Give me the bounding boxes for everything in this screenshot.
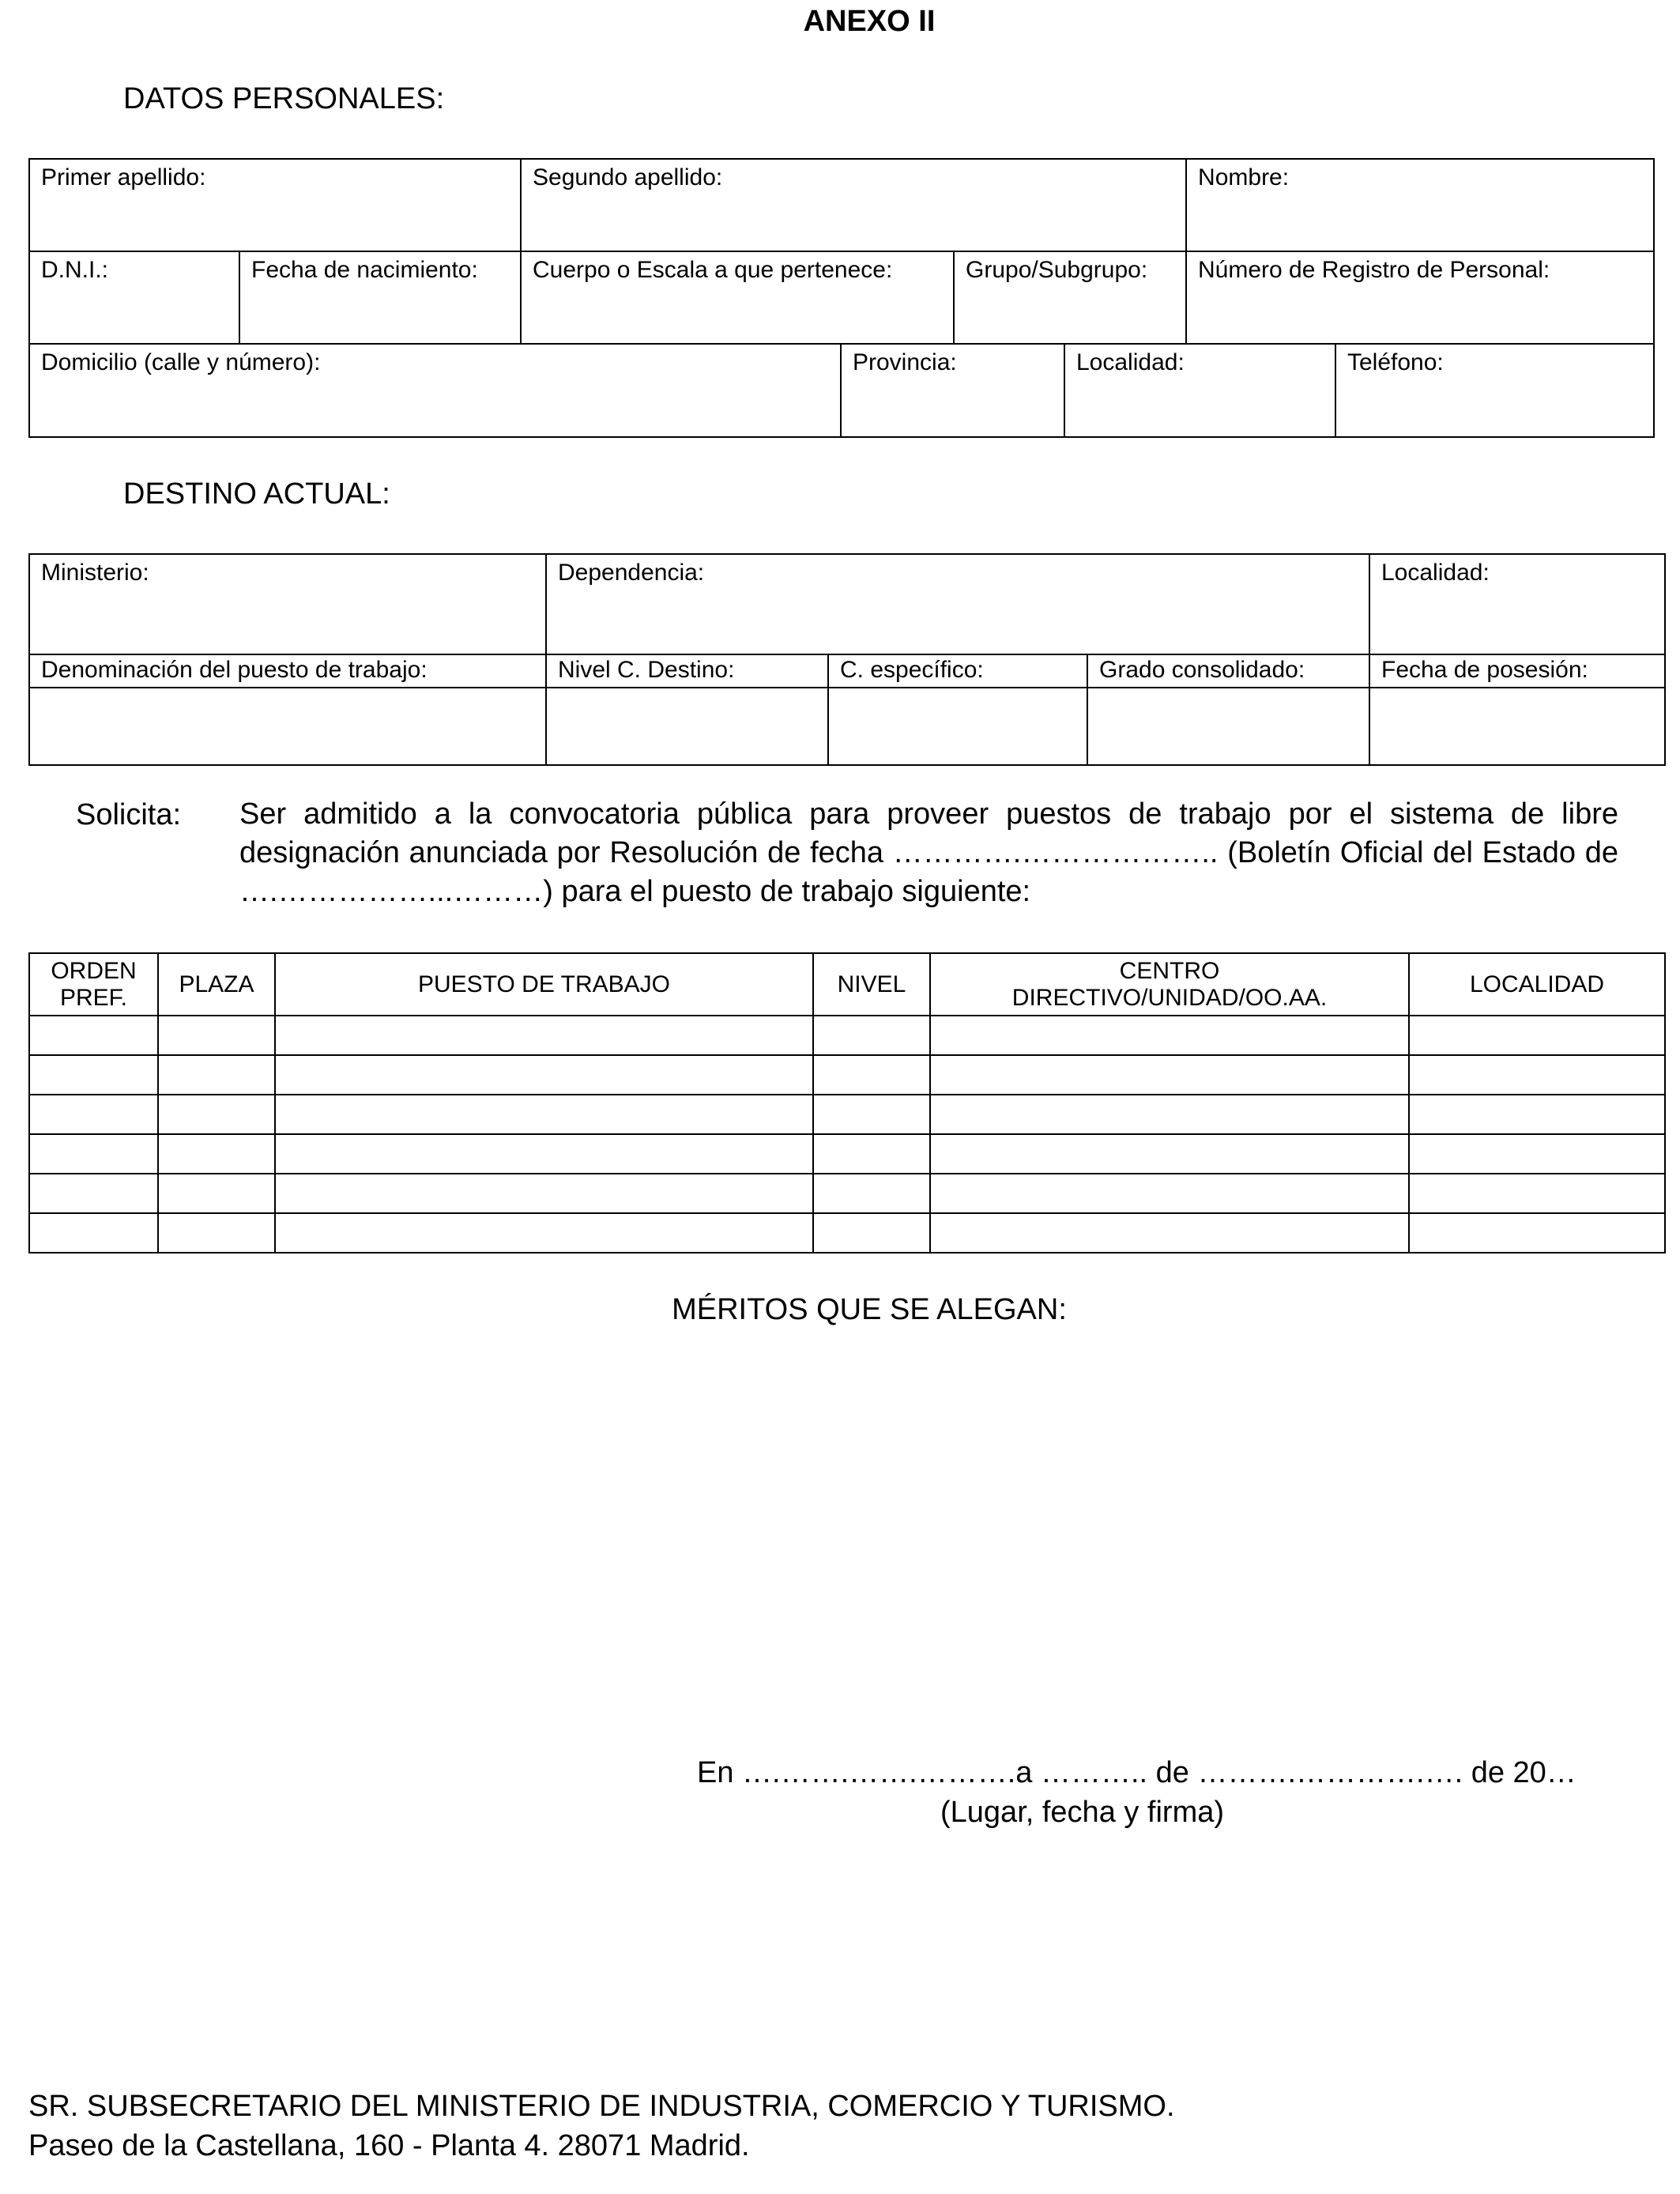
domicilio-field[interactable] <box>29 344 841 437</box>
table-cell[interactable] <box>158 1213 275 1253</box>
nombre-field[interactable] <box>1186 159 1654 251</box>
c-especifico-label: C. específico: <box>840 657 984 683</box>
table-cell[interactable] <box>29 1213 158 1253</box>
puestos-header-row <box>29 953 1665 1016</box>
firma-line: En ….…….…….……….a ……….. de ……….………….…. de 20… <box>697 1756 1576 1789</box>
segundo-apellido-field[interactable] <box>521 159 1186 251</box>
table-cell[interactable] <box>1409 1174 1665 1213</box>
table-cell[interactable] <box>275 1174 813 1213</box>
table-cell[interactable] <box>930 1055 1409 1095</box>
table-row <box>29 1174 1665 1213</box>
table-cell[interactable] <box>275 1095 813 1134</box>
table-cell[interactable] <box>275 1134 813 1174</box>
destino-actual-heading: DESTINO ACTUAL: <box>123 477 390 511</box>
table-cell[interactable] <box>930 1174 1409 1213</box>
dni-field[interactable] <box>29 251 239 344</box>
telefono-field[interactable] <box>1335 344 1654 437</box>
header-orden-line1: ORDEN <box>51 957 137 984</box>
header-centro-line1: CENTRO <box>1119 957 1220 984</box>
numero-registro-field[interactable] <box>1186 251 1654 344</box>
fecha-posesion-label: Fecha de posesión: <box>1381 657 1588 683</box>
localidad-destino-field[interactable] <box>1369 554 1665 654</box>
ministerio-field[interactable] <box>29 554 546 654</box>
table-cell[interactable] <box>1409 1095 1665 1134</box>
fecha-posesion-input[interactable] <box>1369 688 1665 765</box>
table-cell[interactable] <box>158 1055 275 1095</box>
primer-apellido-label: Primer apellido: <box>41 164 206 190</box>
provincia-field[interactable] <box>841 344 1064 437</box>
table-cell[interactable] <box>930 1213 1409 1253</box>
puestos-table <box>28 952 1666 1253</box>
table-cell[interactable] <box>813 1016 930 1055</box>
dependencia-field[interactable] <box>546 554 1369 654</box>
grado-consolidado-input[interactable] <box>1087 688 1369 765</box>
table-cell[interactable] <box>930 1095 1409 1134</box>
denominacion-label-cell <box>29 654 546 688</box>
numero-registro-label: Número de Registro de Personal: <box>1198 257 1550 283</box>
meritos-heading: MÉRITOS QUE SE ALEGAN: <box>672 1293 1067 1326</box>
header-centro-line2: DIRECTIVO/UNIDAD/OO.AA. <box>1011 984 1328 1011</box>
solicita-text: Ser admitido a la convocatoria pública para proveer puestos de trabajo por el sistema de libre designación anunciada por Resolución de fecha ………….……………….. (Boletín Oficial del Estado de ….……………...………) para el puesto de trabajo siguiente: <box>239 797 1618 908</box>
table-cell[interactable] <box>813 1174 930 1213</box>
table-cell[interactable] <box>930 1016 1409 1055</box>
table-cell[interactable] <box>158 1016 275 1055</box>
nivel-c-destino-label-cell <box>546 654 828 688</box>
footer-addressee: SR. SUBSECRETARIO DEL MINISTERIO DE INDUSTRIA, COMERCIO Y TURISMO. <box>28 2090 1175 2123</box>
segundo-apellido-label: Segundo apellido: <box>533 164 723 190</box>
header-orden-line2: PREF. <box>59 984 128 1011</box>
header-nivel: NIVEL <box>813 953 930 1016</box>
header-orden-pref <box>29 953 158 1016</box>
nivel-c-destino-input[interactable] <box>546 688 828 765</box>
cuerpo-escala-field[interactable] <box>521 251 954 344</box>
fecha-nacimiento-field[interactable] <box>239 251 521 344</box>
denominacion-label: Denominación del puesto de trabajo: <box>41 657 428 683</box>
grado-consolidado-label: Grado consolidado: <box>1099 657 1305 683</box>
header-puesto-trabajo: PUESTO DE TRABAJO <box>275 953 813 1016</box>
destino-actual-table <box>28 553 1666 766</box>
grupo-subgrupo-label: Grupo/Subgrupo: <box>966 257 1148 283</box>
table-cell[interactable] <box>275 1016 813 1055</box>
dni-label: D.N.I.: <box>41 257 109 283</box>
table-cell[interactable] <box>1409 1016 1665 1055</box>
table-cell[interactable] <box>29 1174 158 1213</box>
cuerpo-escala-label: Cuerpo o Escala a que pertenece: <box>533 257 893 283</box>
grupo-subgrupo-field[interactable] <box>954 251 1186 344</box>
datos-personales-row3 <box>28 343 1655 438</box>
table-cell[interactable] <box>1409 1134 1665 1174</box>
dependencia-label: Dependencia: <box>558 560 705 586</box>
table-cell[interactable] <box>813 1213 930 1253</box>
table-cell[interactable] <box>1409 1213 1665 1253</box>
table-cell[interactable] <box>29 1134 158 1174</box>
provincia-label: Provincia: <box>853 349 957 375</box>
table-cell[interactable] <box>29 1055 158 1095</box>
header-localidad: LOCALIDAD <box>1409 953 1665 1016</box>
datos-personales-row2 <box>28 251 1655 345</box>
fecha-posesion-label-cell <box>1369 654 1665 688</box>
telefono-label: Teléfono: <box>1347 349 1444 375</box>
nivel-c-destino-label: Nivel C. Destino: <box>558 657 735 683</box>
table-cell[interactable] <box>813 1134 930 1174</box>
table-row <box>29 1016 1665 1055</box>
table-cell[interactable] <box>275 1213 813 1253</box>
table-cell[interactable] <box>158 1095 275 1134</box>
table-row <box>29 1213 1665 1253</box>
table-row <box>29 1134 1665 1174</box>
denominacion-input[interactable] <box>29 688 546 765</box>
table-cell[interactable] <box>275 1055 813 1095</box>
ministerio-label: Ministerio: <box>41 560 149 586</box>
fecha-nacimiento-label: Fecha de nacimiento: <box>251 257 478 283</box>
table-cell[interactable] <box>930 1134 1409 1174</box>
nombre-label: Nombre: <box>1198 164 1290 190</box>
solicita-label: Solicita: <box>76 798 182 831</box>
header-centro-directivo <box>930 953 1409 1016</box>
table-cell[interactable] <box>158 1134 275 1174</box>
grado-consolidado-label-cell <box>1087 654 1369 688</box>
table-cell[interactable] <box>29 1095 158 1134</box>
domicilio-label: Domicilio (calle y número): <box>41 349 321 375</box>
table-cell[interactable] <box>1409 1055 1665 1095</box>
header-plaza: PLAZA <box>158 953 275 1016</box>
table-row <box>29 1055 1665 1095</box>
datos-personales-table <box>28 158 1655 252</box>
document-title: ANEXO II <box>803 5 936 38</box>
c-especifico-input[interactable] <box>828 688 1087 765</box>
firma-caption: (Lugar, fecha y firma) <box>940 1796 1225 1829</box>
localidad-label: Localidad: <box>1076 349 1185 375</box>
table-cell[interactable] <box>813 1055 930 1095</box>
footer-address: Paseo de la Castellana, 160 - Planta 4. 28071 Madrid. <box>28 2129 750 2162</box>
table-cell[interactable] <box>158 1174 275 1213</box>
table-cell[interactable] <box>813 1095 930 1134</box>
localidad-field[interactable] <box>1064 344 1335 437</box>
c-especifico-label-cell <box>828 654 1087 688</box>
primer-apellido-field[interactable] <box>29 159 521 251</box>
table-cell[interactable] <box>29 1016 158 1055</box>
localidad-destino-label: Localidad: <box>1381 560 1490 586</box>
table-row <box>29 1095 1665 1134</box>
datos-personales-heading: DATOS PERSONALES: <box>123 82 445 115</box>
